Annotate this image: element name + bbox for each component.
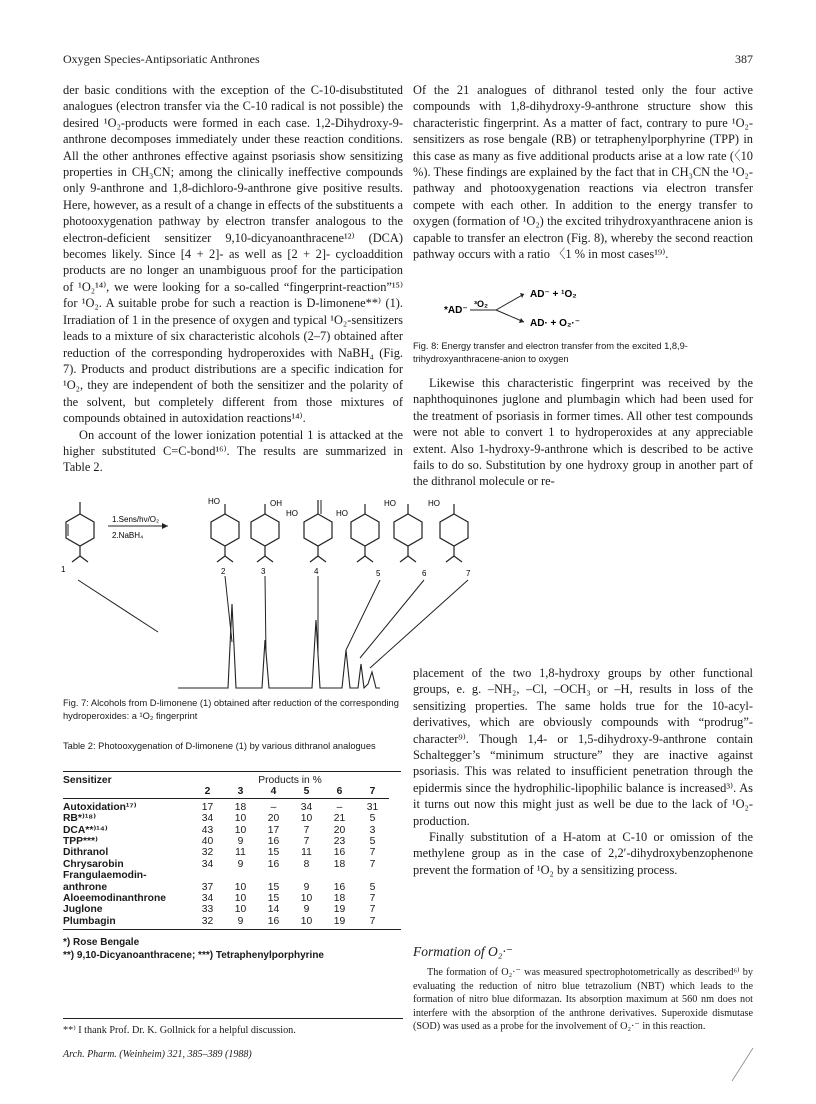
table-row <box>63 813 389 824</box>
row-value <box>224 870 257 881</box>
structure-1 <box>61 502 94 574</box>
table-row <box>63 825 389 836</box>
substituent-3: OH <box>270 499 282 508</box>
row-value: 9 <box>237 915 244 927</box>
table-row <box>63 870 389 881</box>
row-sensitizer: DCA**⁾¹⁴⁾ <box>63 824 108 836</box>
substituent-7: HO <box>428 499 440 508</box>
row-sensitizer: Plumbagin <box>63 915 116 927</box>
row-value: 9 <box>303 904 310 916</box>
fig8-product-bottom: AD· + O₂·⁻ <box>530 318 580 329</box>
row-value <box>257 870 290 881</box>
row-value: 11 <box>235 847 246 859</box>
structure-3 <box>251 499 282 576</box>
fig8-product-top: AD⁻ + ¹O₂ <box>530 289 577 300</box>
label-3: 3 <box>261 567 266 576</box>
label-7: 7 <box>466 569 471 578</box>
row-value: 20 <box>267 813 280 825</box>
table2-footnote-1: *) Rose Bengale <box>63 937 140 949</box>
running-title: Oxygen Species-Antipsoriatic Anthrones <box>63 52 260 66</box>
row-value: 9 <box>237 836 244 848</box>
row-value: 32 <box>201 915 214 927</box>
col-header-3: 3 <box>237 786 244 798</box>
fig8-scheme <box>440 282 620 334</box>
table2-header-products: Products in % <box>258 775 322 786</box>
col-header-2: 2 <box>204 786 211 798</box>
row-value: 14 <box>267 904 280 916</box>
row-sensitizer: Autoxidation¹⁷⁾ <box>63 801 137 813</box>
fig7-caption: Fig. 7: Alcohols from D-limonene (1) obtained after reduction of the corresponding hydroperoxides: a ¹O₂ fingerprint <box>63 698 399 721</box>
row-sensitizer: Dithranol <box>63 847 109 859</box>
row-value: 19 <box>333 904 346 916</box>
row-sensitizer: anthrone <box>63 881 108 893</box>
chromatogram-trace <box>178 604 380 688</box>
row-value: 40 <box>201 836 214 848</box>
table-row <box>63 859 389 870</box>
row-value: 7 <box>369 858 376 870</box>
row-value <box>191 870 224 881</box>
table-row <box>63 798 389 813</box>
row-sensitizer: Aloeemodinanthrone <box>63 893 166 905</box>
row-sensitizer: Frangulaemodin- <box>63 870 147 882</box>
figure7 <box>50 492 490 692</box>
page-number: 387 <box>735 52 753 66</box>
section-text: The formation of O₂·⁻ was measured spectrophotometrically as described⁶⁾ by evaluating the reduction of nitro blue tetrazolium (NBT) which leads to the formation of nitro blue diformazan. Its absorption maximum at 560 nm does not interfere with the absorption of the anthrone derivatives. Superoxide dismutase (SOD) was used as a probe for the involvement of O₂·⁻ in this reaction. <box>413 967 753 1033</box>
left-paragraph-2: On account of the lower ionization potential 1 is attacked at the higher substituted C=C-bond¹⁶⁾. The results are summarized in Table 2. <box>63 427 403 475</box>
row-value: 15 <box>267 847 280 859</box>
row-value: 15 <box>267 893 280 905</box>
row-value: 10 <box>300 813 313 825</box>
label-1: 1 <box>61 565 66 574</box>
row-value: 33 <box>201 904 214 916</box>
table-row <box>63 893 389 904</box>
row-value: 17 <box>201 801 214 813</box>
row-value <box>290 870 323 881</box>
row-value: 18 <box>333 893 346 905</box>
row-value <box>323 870 356 881</box>
fig8-reactant: *AD⁻ <box>444 305 468 316</box>
row-value: 8 <box>303 858 310 870</box>
row-sensitizer: Juglone <box>63 904 103 916</box>
row-sensitizer: TPP***⁾ <box>63 836 99 848</box>
row-value: – <box>336 801 343 813</box>
left-paragraph-1: der basic conditions with the exception of the C-10-disubstituted analogues (electron transfer via the C-10 radical is not possible) the desired ¹O₂-products were formed in each case. 1,2-Dihydroxy-9-anthrone decomposes immediately under these reaction conditions. All the other anthrones effective against psoriasis show sensitizing properties in CH₃CN; among the clinically ineffective compounds only 9-anthrone and 1,8-dichloro-9-anthrone give positive results. Here, however, as a result of a change in effects of the substituents a photooxygenation pathway by electron transfer analogous to the electron-deficient sensitizer 9,10-dicyanoanthracene¹²⁾ (DCA) becomes likely. Since [4 + 2]- as well as [2 + 2]- cycloaddition products are no longer an unambiguous proof for the participation of ¹O₂¹⁴⁾, we were looking for a so-called “fingerprint-reaction”¹⁵⁾ for ¹O₂. A suitable probe for such a reaction is D-limonene**⁾ (1). Irradiation of 1 in the presence of oxygen and typical ¹O₂-sensitizers leads to a mixture of six characteristic alcohols (2–7) obtained after reduction of the corresponding hydroperoxides with NaBH₄ (Fig. 7). Products and product distributions are a specific indication for ¹O₂, they are independent of both the sensitizer and the polarity of the solvent, but completely different from those mixtures of compounds obtained in autoxidation reactions¹⁴⁾. <box>63 83 403 426</box>
col-header-5: 5 <box>303 786 310 798</box>
right-column-mid <box>413 375 753 490</box>
row-value: 3 <box>369 824 376 836</box>
right-column-top <box>413 82 753 262</box>
table2-grid <box>63 772 389 927</box>
row-value: 10 <box>234 813 247 825</box>
row-value: 16 <box>267 915 280 927</box>
row-value: 21 <box>333 813 346 825</box>
fig8-arrow-bottom <box>496 310 524 322</box>
row-value: 17 <box>267 824 280 836</box>
table-row <box>63 836 389 847</box>
row-value: 43 <box>201 824 214 836</box>
row-value: 37 <box>201 881 214 893</box>
row-value: 16 <box>333 847 346 859</box>
right-lower-paragraph-2: Finally substitution of a H-atom at C-10 or omission of the methylene group as in the case of 2,2′-dihydroxybenzophenone prevent the formation of ¹O₂ by a sensitizing process. <box>413 830 753 877</box>
peak-arrows <box>78 576 468 668</box>
row-value: 10 <box>234 881 247 893</box>
row-value: 7 <box>369 893 376 905</box>
table2-bottom-rule <box>63 929 401 930</box>
right-paragraph-2: Likewise this characteristic fingerprint was received by the naphthoquinones juglone and plumbagin which had been used for the treatment of psoriasis in former times. All other test compounds were not able to convert 1 to hydroperoxides at any appreciable extent. Also 1-hydroxy-9-anthrone which is described to be active fails to do so. Substitution by one hydroxy group in another part of the dithranol molecule or re- <box>413 376 753 489</box>
substituent-6: HO <box>384 499 396 508</box>
row-value: 9 <box>303 881 310 893</box>
row-value: 19 <box>333 915 346 927</box>
table2-caption: Table 2: Photooxygenation of D-limonene (1) by various dithranol analogues <box>63 741 376 751</box>
page-footnote: **⁾ I thank Prof. Dr. K. Gollnick for a helpful discussion. <box>63 1025 296 1036</box>
right-paragraph-1: Of the 21 analogues of dithranol tested only the four active compounds with 1,8-dihydroxy-9-anthrone structure show this characteristic fingerprint. As a matter of fact, contrary to pure ¹O₂-sensitizers as rose bengale (RB) or tetraphenylporphyrine (TPP) in this case as many as five additional products arise at a low rate (〈10 %). These findings are explained by the fact that in CH₃CN the ¹O₂-pathway and photooxygenation reactions via electron transfer compete with each other. In addition to the energy transfer to oxygen (formation of ¹O₂) the excited trihydroxyanthracene anion is capable to transfer an electron (Fig. 8), whereby the second reaction pathway occurs with a ratio 〈1 % in most cases¹⁹⁾. <box>413 83 753 262</box>
row-value: 16 <box>267 858 280 870</box>
reaction-arrowhead <box>162 523 168 529</box>
structure-6 <box>384 499 427 578</box>
table-row <box>63 882 389 893</box>
row-value: 34 <box>201 813 214 825</box>
row-value: 5 <box>369 881 376 893</box>
row-value: 10 <box>234 824 247 836</box>
pencil-mark <box>728 1045 758 1085</box>
footnote-rule <box>63 1018 403 1019</box>
row-value: 32 <box>201 847 214 859</box>
row-value: 16 <box>333 881 346 893</box>
label-5: 5 <box>376 569 381 578</box>
row-value: 10 <box>300 893 313 905</box>
structure-2 <box>208 497 239 576</box>
label-6: 6 <box>422 569 427 578</box>
table2-header-sensitizer: Sensitizer <box>63 775 112 786</box>
journal-footer: Arch. Pharm. (Weinheim) 321, 385–389 (1988) <box>63 1049 252 1060</box>
structure-5 <box>336 504 381 578</box>
col-header-6: 6 <box>336 786 343 798</box>
row-value: 34 <box>300 801 313 813</box>
substituent-2: HO <box>208 497 220 506</box>
row-value: 23 <box>333 836 346 848</box>
table2-body <box>63 798 389 927</box>
condition-1: 1.Sens/hν/O₂ <box>112 515 160 524</box>
fig8-reagent: ³O₂ <box>474 299 488 309</box>
col-header-4: 4 <box>270 786 277 798</box>
col-header-7: 7 <box>369 786 376 798</box>
row-value: 34 <box>201 858 214 870</box>
row-value: 10 <box>234 904 247 916</box>
row-value: 10 <box>300 915 313 927</box>
label-4: 4 <box>314 567 319 576</box>
table-row <box>63 916 389 927</box>
fig8-caption: Fig. 8: Energy transfer and electron transfer from the excited 1,8,9-trihydroxyanthracene-anion to oxygen <box>413 341 688 364</box>
row-value: 7 <box>369 915 376 927</box>
table-row <box>63 904 389 915</box>
row-value: 9 <box>237 858 244 870</box>
row-sensitizer: Chrysarobin <box>63 858 124 870</box>
row-value: – <box>270 801 277 813</box>
row-value: 7 <box>303 824 310 836</box>
row-value: 7 <box>303 836 310 848</box>
condition-2: 2.NaBH₄ <box>112 531 144 540</box>
row-value: 10 <box>234 893 247 905</box>
row-value <box>356 870 389 881</box>
row-value: 5 <box>369 813 376 825</box>
row-value: 16 <box>267 836 280 848</box>
row-value: 5 <box>369 836 376 848</box>
structure-4 <box>286 500 332 576</box>
row-value: 18 <box>333 858 346 870</box>
table2 <box>63 771 403 962</box>
row-value: 31 <box>366 801 379 813</box>
structure-7 <box>428 499 471 578</box>
row-value: 20 <box>333 824 346 836</box>
left-column <box>63 82 403 476</box>
row-value: 7 <box>369 904 376 916</box>
section-heading: Formation of O₂·⁻ <box>413 944 513 959</box>
label-2: 2 <box>221 567 226 576</box>
table-row <box>63 847 389 858</box>
row-value: 34 <box>201 893 214 905</box>
right-lower-paragraph-1: placement of the two 1,8-hydroxy groups by other functional groups, e. g. –NH₂, –Cl, –OCH₃ or –H, results in loss of the sensitizing properties. The same holds true for the 10-acyl-derivatives, which are obviously compounds with “prodrug”-character⁹⁾. Though 1,4- or 1,5-dihydroxy-9-anthrone contain Schaltegger’s “minimum structure” they are inactive against psoriasis. This was related to insufficient penetration through the epidermis since the hydrophilic-lipophilic balance is increased³⁾. As it turns out now this might just as well be due to the lack of ¹O₂-production. <box>413 666 753 828</box>
substituent-4: HO <box>286 509 298 518</box>
row-value: 18 <box>234 801 247 813</box>
substituent-5: HO <box>336 509 348 518</box>
row-sensitizer: RB*⁾¹⁸⁾ <box>63 813 97 825</box>
table2-footnote-2: **) 9,10-Dicyanoanthracene; ***) Tetraphenylporphyrine <box>63 950 324 962</box>
row-value: 11 <box>301 847 312 859</box>
fig8-arrow-top <box>496 294 524 310</box>
row-value: 15 <box>267 881 280 893</box>
row-value: 7 <box>369 847 376 859</box>
right-column-lower <box>413 665 753 878</box>
